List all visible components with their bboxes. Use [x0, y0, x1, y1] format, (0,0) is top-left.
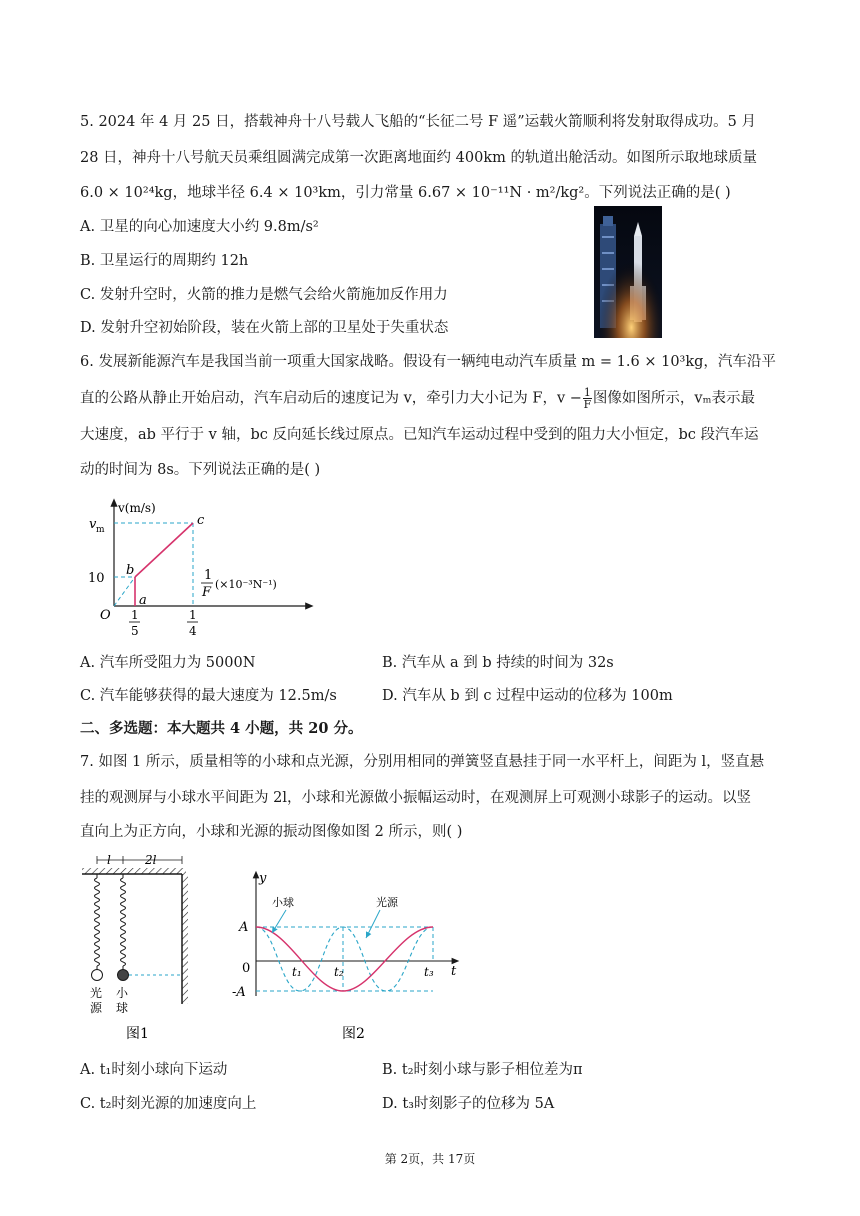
- q5-line-1: 5. 2024 年 4 月 25 日，搭载神舟十八号载人飞船的“长征二号 F 遥”运载火箭顺利将发射取得成功。5 月: [80, 114, 757, 130]
- fig1-l-label: l: [107, 853, 111, 867]
- point-b-label: b: [126, 563, 135, 578]
- tick-1-4-num: 1: [189, 608, 197, 622]
- fig1-2l-label: 2l: [145, 853, 157, 867]
- ten-label: 10: [88, 571, 105, 586]
- light-source-label-1: 光: [90, 986, 103, 1000]
- q6-line-4: 动的时间为 8s。下列说法正确的是( ): [80, 462, 321, 478]
- q7-option-b: B. t₂时刻小球与影子相位差为π: [382, 1062, 583, 1078]
- ball-label-2: 球: [116, 1001, 129, 1015]
- fig2-t3-label: t₃: [424, 965, 434, 979]
- point-a-label: a: [139, 593, 147, 608]
- rocket-launch-photo: [594, 206, 662, 338]
- x-axis-label-num: 1: [204, 568, 213, 583]
- tick-1-4-den: 4: [189, 624, 197, 638]
- q5-option-c: C. 发射升空时，火箭的推力是燃气会给火箭施加反作用力: [80, 287, 448, 303]
- q7-line-2: 挂的观测屏与小球水平间距为 2l，小球和光源做小振幅运动时，在观测屏上可观测小球影子的运动。以竖: [80, 790, 751, 806]
- q6-line-2-fraction: $\frac{1}{F}$: [583, 386, 592, 411]
- q6-line-1: 6. 发展新能源汽车是我国当前一项重大国家战略。假设有一辆纯电动汽车质量 m = 1.6 × 10³kg，汽车沿平: [80, 354, 776, 370]
- q7-line-3: 直向上为正方向，小球和光源的振动图像如图 2 所示，则( ): [80, 824, 463, 840]
- figure-1-spring-setup: [78, 852, 208, 1044]
- segment-bc: [135, 523, 193, 577]
- figure-2-caption: 图2: [342, 1026, 365, 1042]
- section-2-heading: 二、多选题：本大题共 4 小题，共 20 分。: [80, 720, 363, 737]
- fig2-t1-label: t₁: [292, 965, 302, 979]
- light-source-curve: [256, 927, 433, 991]
- q7-line-1: 7. 如图 1 所示，质量相等的小球和点光源，分别用相同的弹簧竖直悬挂于同一水平杆上，间距为 l，竖直悬: [80, 754, 765, 770]
- fig2-ball-label: 小球: [272, 896, 294, 909]
- point-light-source: [92, 970, 103, 981]
- q6-option-c: C. 汽车能够获得的最大速度为 12.5m/s: [80, 688, 337, 704]
- fig2-neg-amplitude-label: -A: [232, 985, 246, 1000]
- fig2-amplitude-label: A: [239, 920, 249, 935]
- fig2-zero-label: 0: [242, 961, 251, 976]
- q6-option-a: A. 汽车所受阻力为 5000N: [80, 655, 256, 671]
- q6-line-3: 大速度，ab 平行于 v 轴，bc 反向延长线过原点。已知汽车运动过程中受到的阻力大小恒定，bc 段汽车运: [80, 427, 759, 443]
- q6-line-2-end: 图像如图所示，vₘ表示最: [592, 390, 756, 407]
- q5-option-d: D. 发射升空初始阶段，装在火箭上部的卫星处于失重状态: [80, 320, 449, 336]
- q7-option-d: D. t₃时刻影子的位移为 5A: [382, 1096, 555, 1112]
- page-footer: 第 2页，共 17页: [384, 1152, 476, 1166]
- fig2-light-label: 光源: [376, 896, 398, 909]
- tick-1-5-den: 5: [131, 624, 139, 638]
- q6-option-b: B. 汽车从 a 到 b 持续的时间为 32s: [382, 655, 614, 671]
- left-spring: [95, 874, 100, 970]
- origin-label: O: [100, 608, 111, 623]
- vm-subscript: m: [96, 525, 105, 535]
- tick-1-5-num: 1: [131, 608, 139, 622]
- x-axis-label-den: F: [202, 585, 212, 600]
- vm-label: v: [89, 517, 97, 532]
- q5-line-2: 28 日，神舟十八号航天员乘组圆满完成第一次距离地面约 400km 的轨道出舱活动。如图所示取地球质量: [80, 150, 757, 166]
- q5-option-b: B. 卫星运行的周期约 12h: [80, 253, 249, 269]
- figure-2-vibration-graph: [228, 868, 472, 1044]
- fig2-y-label: y: [259, 871, 267, 886]
- q6-option-d: D. 汽车从 b 到 c 过程中运动的位移为 100m: [382, 688, 673, 704]
- q5-line-3: 6.0 × 10²⁴kg，地球半径 6.4 × 10³km，引力常量 6.67 × 10⁻¹¹N · m²/kg²。下列说法正确的是( ): [80, 185, 731, 201]
- right-spring: [121, 874, 126, 970]
- fig2-t2-label: t₂: [334, 965, 344, 979]
- q6-line-2-start: 直的公路从静止开始启动，汽车启动后的速度记为 v，牵引力大小记为 F，v −: [80, 390, 582, 407]
- light-source-label-2: 源: [90, 1001, 103, 1015]
- figure-1-caption: 图1: [126, 1026, 149, 1042]
- q6-line-2: [80, 387, 755, 410]
- x-axis-unit: (×10⁻³N⁻¹): [215, 578, 277, 591]
- ball-curve: [256, 927, 433, 991]
- v-axis-label: v(m/s): [118, 501, 156, 515]
- bc-extension-line: [114, 577, 135, 606]
- small-ball: [118, 970, 129, 981]
- point-c-label: c: [197, 513, 205, 528]
- fig2-t-label: t: [451, 964, 457, 979]
- q7-option-c: C. t₂时刻光源的加速度向上: [80, 1096, 257, 1112]
- q5-option-a: A. 卫星的向心加速度大小约 9.8m/s²: [80, 219, 319, 235]
- ball-label-1: 小: [116, 986, 129, 1000]
- v-vs-inverse-force-graph: [80, 492, 330, 640]
- q7-option-a: A. t₁时刻小球向下运动: [80, 1062, 228, 1078]
